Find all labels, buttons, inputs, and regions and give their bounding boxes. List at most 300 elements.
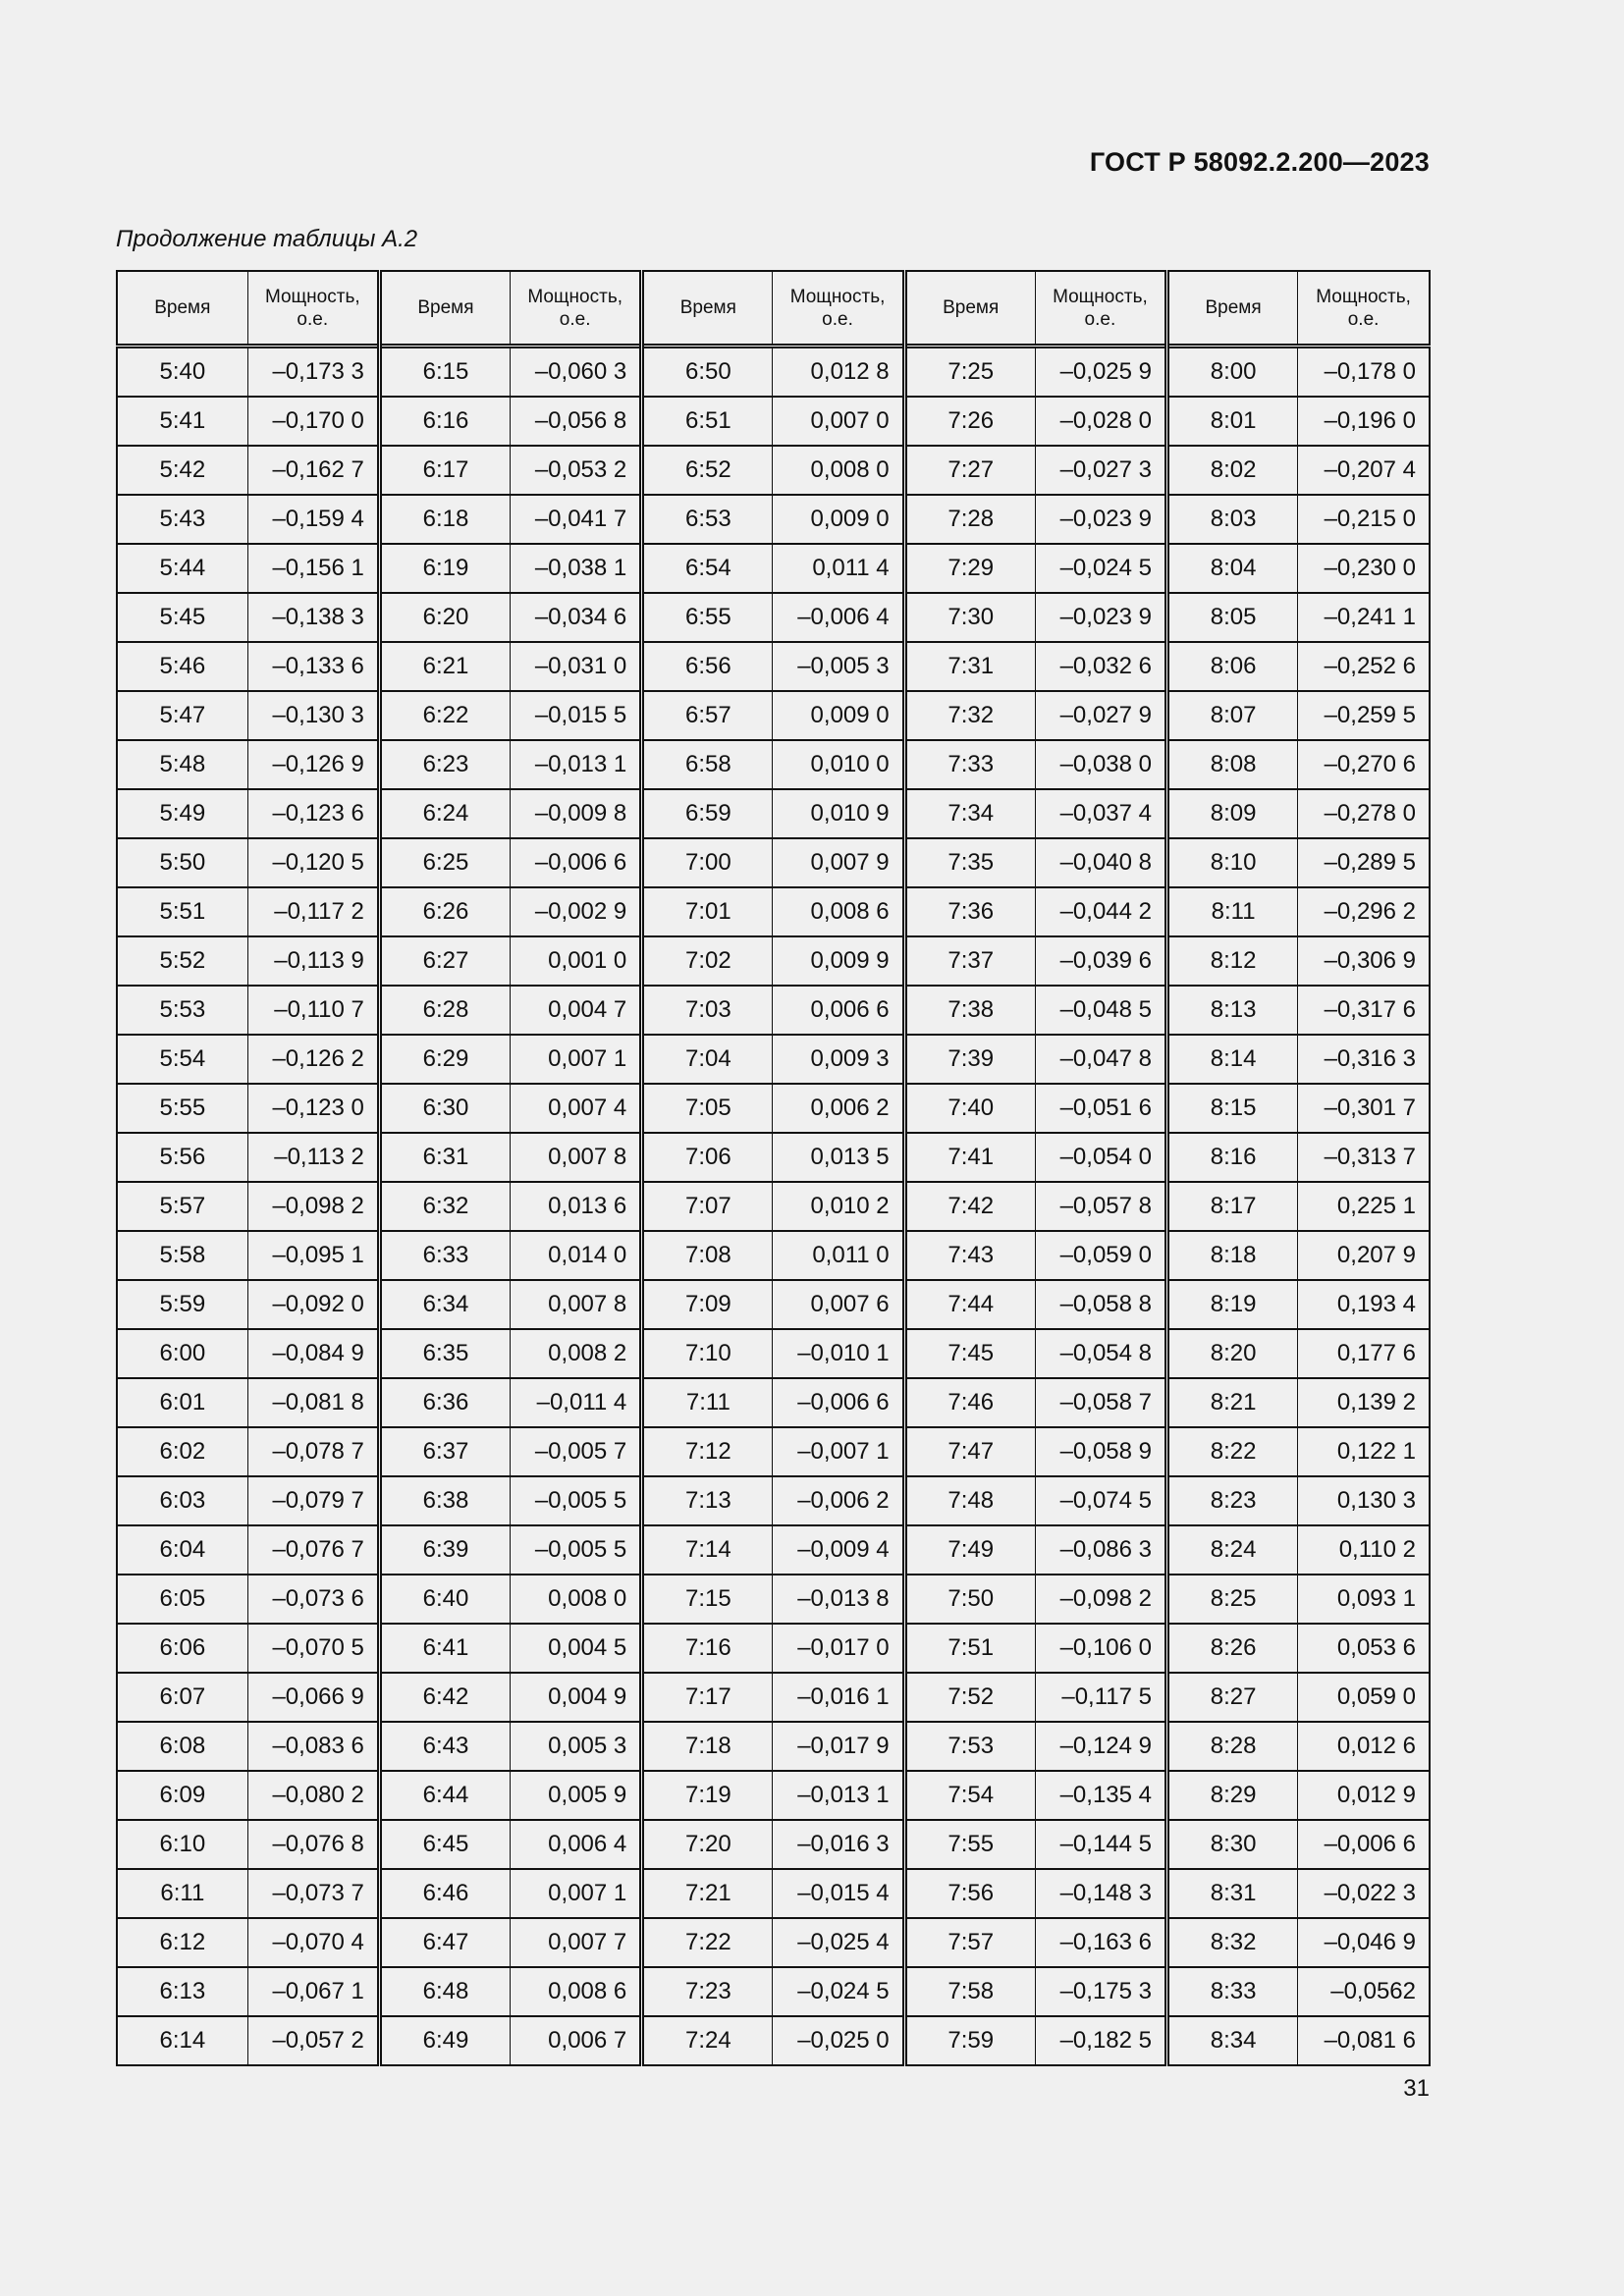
table-row	[117, 446, 1430, 495]
power-cell: –0,317 6	[1298, 986, 1430, 1035]
power-cell: 0,006 7	[511, 2016, 642, 2065]
time-cell: 7:42	[904, 1182, 1035, 1231]
table-row	[117, 1525, 1430, 1575]
power-cell: –0,034 6	[511, 593, 642, 642]
time-cell: 7:33	[904, 740, 1035, 789]
column-header-time: Время	[117, 271, 247, 347]
power-cell: 0,053 6	[1298, 1624, 1430, 1673]
table-body	[117, 347, 1430, 2066]
time-cell: 5:59	[117, 1280, 247, 1329]
power-cell: –0,148 3	[1035, 1869, 1166, 1918]
power-cell: –0,163 6	[1035, 1918, 1166, 1967]
power-cell: –0,144 5	[1035, 1820, 1166, 1869]
time-cell: 7:03	[642, 986, 773, 1035]
time-cell: 6:37	[379, 1427, 510, 1476]
power-cell: 0,007 1	[511, 1869, 642, 1918]
table-row	[117, 1182, 1430, 1231]
time-cell: 8:04	[1167, 544, 1298, 593]
time-cell: 7:58	[904, 1967, 1035, 2016]
power-cell: –0,126 9	[247, 740, 379, 789]
table-row	[117, 1967, 1430, 2016]
table-row	[117, 1869, 1430, 1918]
table-row	[117, 1771, 1430, 1820]
power-cell: –0,005 3	[773, 642, 904, 691]
time-cell: 8:08	[1167, 740, 1298, 789]
power-cell: 0,139 2	[1298, 1378, 1430, 1427]
power-cell: –0,095 1	[247, 1231, 379, 1280]
power-cell: 0,011 0	[773, 1231, 904, 1280]
time-cell: 8:17	[1167, 1182, 1298, 1231]
time-cell: 7:29	[904, 544, 1035, 593]
table-row	[117, 593, 1430, 642]
power-cell: 0,012 8	[773, 347, 904, 398]
power-cell: –0,048 5	[1035, 986, 1166, 1035]
power-cell: 0,011 4	[773, 544, 904, 593]
time-cell: 6:38	[379, 1476, 510, 1525]
power-cell: –0,013 8	[773, 1575, 904, 1624]
time-cell: 7:59	[904, 2016, 1035, 2065]
time-cell: 7:55	[904, 1820, 1035, 1869]
power-cell: 0,006 4	[511, 1820, 642, 1869]
time-cell: 8:34	[1167, 2016, 1298, 2065]
time-cell: 8:02	[1167, 446, 1298, 495]
time-cell: 7:36	[904, 887, 1035, 936]
power-cell: –0,110 7	[247, 986, 379, 1035]
time-cell: 5:56	[117, 1133, 247, 1182]
time-cell: 5:54	[117, 1035, 247, 1084]
column-header-time: Время	[642, 271, 773, 347]
time-cell: 7:34	[904, 789, 1035, 838]
time-cell: 7:24	[642, 2016, 773, 2065]
time-cell: 7:49	[904, 1525, 1035, 1575]
table-row	[117, 1231, 1430, 1280]
power-cell: 0,006 2	[773, 1084, 904, 1133]
power-cell: –0,081 8	[247, 1378, 379, 1427]
table-row	[117, 1820, 1430, 1869]
power-cell: 0,008 0	[511, 1575, 642, 1624]
time-cell: 8:14	[1167, 1035, 1298, 1084]
time-cell: 7:14	[642, 1525, 773, 1575]
power-cell: 0,012 6	[1298, 1722, 1430, 1771]
power-cell: –0,207 4	[1298, 446, 1430, 495]
time-cell: 6:11	[117, 1869, 247, 1918]
time-cell: 6:03	[117, 1476, 247, 1525]
time-cell: 6:39	[379, 1525, 510, 1575]
power-cell: –0,039 6	[1035, 936, 1166, 986]
time-cell: 6:23	[379, 740, 510, 789]
time-cell: 5:49	[117, 789, 247, 838]
time-cell: 7:50	[904, 1575, 1035, 1624]
time-cell: 5:48	[117, 740, 247, 789]
time-cell: 7:15	[642, 1575, 773, 1624]
time-cell: 8:23	[1167, 1476, 1298, 1525]
power-table	[116, 270, 1431, 2066]
time-cell: 7:20	[642, 1820, 773, 1869]
power-cell: –0,113 9	[247, 936, 379, 986]
power-cell: –0,002 9	[511, 887, 642, 936]
time-cell: 8:13	[1167, 986, 1298, 1035]
time-cell: 7:39	[904, 1035, 1035, 1084]
time-cell: 7:25	[904, 347, 1035, 398]
power-cell: 0,007 7	[511, 1918, 642, 1967]
column-header-time: Время	[1167, 271, 1298, 347]
power-cell: –0,230 0	[1298, 544, 1430, 593]
time-cell: 8:27	[1167, 1673, 1298, 1722]
power-cell: 0,059 0	[1298, 1673, 1430, 1722]
time-cell: 7:13	[642, 1476, 773, 1525]
time-cell: 6:48	[379, 1967, 510, 2016]
time-cell: 7:09	[642, 1280, 773, 1329]
column-header-time: Время	[379, 271, 510, 347]
power-cell: 0,007 1	[511, 1035, 642, 1084]
time-cell: 6:55	[642, 593, 773, 642]
power-cell: –0,053 2	[511, 446, 642, 495]
time-cell: 7:38	[904, 986, 1035, 1035]
time-cell: 6:36	[379, 1378, 510, 1427]
time-cell: 5:40	[117, 347, 247, 398]
time-cell: 5:45	[117, 593, 247, 642]
power-cell: –0,159 4	[247, 495, 379, 544]
power-cell: 0,008 0	[773, 446, 904, 495]
time-cell: 7:10	[642, 1329, 773, 1378]
power-cell: –0,106 0	[1035, 1624, 1166, 1673]
power-cell: –0,067 1	[247, 1967, 379, 2016]
table-row	[117, 1329, 1430, 1378]
time-cell: 6:47	[379, 1918, 510, 1967]
power-cell: 0,013 5	[773, 1133, 904, 1182]
page-number: 31	[1403, 2075, 1430, 2102]
time-cell: 7:32	[904, 691, 1035, 740]
table-row	[117, 1575, 1430, 1624]
time-cell: 6:12	[117, 1918, 247, 1967]
time-cell: 6:20	[379, 593, 510, 642]
power-cell: –0,006 6	[773, 1378, 904, 1427]
time-cell: 7:26	[904, 397, 1035, 446]
time-cell: 8:22	[1167, 1427, 1298, 1476]
power-cell: –0,015 4	[773, 1869, 904, 1918]
power-cell: 0,005 9	[511, 1771, 642, 1820]
power-cell: –0,016 3	[773, 1820, 904, 1869]
time-cell: 6:22	[379, 691, 510, 740]
power-cell: –0,023 9	[1035, 495, 1166, 544]
power-cell: –0,182 5	[1035, 2016, 1166, 2065]
time-cell: 7:06	[642, 1133, 773, 1182]
time-cell: 7:30	[904, 593, 1035, 642]
time-cell: 8:33	[1167, 1967, 1298, 2016]
time-cell: 6:14	[117, 2016, 247, 2065]
power-cell: –0,084 9	[247, 1329, 379, 1378]
power-cell: –0,070 4	[247, 1918, 379, 1967]
table-caption: Продолжение таблицы А.2	[116, 226, 418, 252]
power-cell: –0,0562	[1298, 1967, 1430, 2016]
power-cell: –0,170 0	[247, 397, 379, 446]
power-cell: –0,041 7	[511, 495, 642, 544]
power-cell: –0,083 6	[247, 1722, 379, 1771]
power-cell: –0,130 3	[247, 691, 379, 740]
power-cell: –0,011 4	[511, 1378, 642, 1427]
table-row	[117, 789, 1430, 838]
power-cell: –0,178 0	[1298, 347, 1430, 398]
time-cell: 5:43	[117, 495, 247, 544]
power-cell: –0,023 9	[1035, 593, 1166, 642]
power-cell: –0,046 9	[1298, 1918, 1430, 1967]
power-cell: –0,006 6	[511, 838, 642, 887]
power-cell: –0,058 7	[1035, 1378, 1166, 1427]
time-cell: 7:00	[642, 838, 773, 887]
power-cell: –0,316 3	[1298, 1035, 1430, 1084]
power-cell: 0,004 5	[511, 1624, 642, 1673]
time-cell: 7:31	[904, 642, 1035, 691]
time-cell: 6:59	[642, 789, 773, 838]
power-cell: –0,025 4	[773, 1918, 904, 1967]
power-cell: –0,044 2	[1035, 887, 1166, 936]
power-cell: –0,058 9	[1035, 1427, 1166, 1476]
power-cell: –0,073 6	[247, 1575, 379, 1624]
power-cell: –0,047 8	[1035, 1035, 1166, 1084]
power-cell: –0,058 8	[1035, 1280, 1166, 1329]
table-row	[117, 642, 1430, 691]
power-cell: –0,133 6	[247, 642, 379, 691]
time-cell: 8:18	[1167, 1231, 1298, 1280]
time-cell: 6:26	[379, 887, 510, 936]
time-cell: 6:31	[379, 1133, 510, 1182]
power-cell: 0,004 9	[511, 1673, 642, 1722]
time-cell: 7:40	[904, 1084, 1035, 1133]
power-cell: 0,009 3	[773, 1035, 904, 1084]
time-cell: 5:42	[117, 446, 247, 495]
power-cell: –0,060 3	[511, 347, 642, 398]
time-cell: 6:51	[642, 397, 773, 446]
table-row	[117, 1427, 1430, 1476]
time-cell: 6:15	[379, 347, 510, 398]
time-cell: 7:08	[642, 1231, 773, 1280]
power-cell: –0,289 5	[1298, 838, 1430, 887]
time-cell: 7:23	[642, 1967, 773, 2016]
power-cell: –0,056 8	[511, 397, 642, 446]
power-cell: –0,017 0	[773, 1624, 904, 1673]
power-cell: 0,008 6	[773, 887, 904, 936]
time-cell: 6:08	[117, 1722, 247, 1771]
power-cell: 0,009 9	[773, 936, 904, 986]
time-cell: 6:28	[379, 986, 510, 1035]
power-cell: –0,015 5	[511, 691, 642, 740]
time-cell: 6:42	[379, 1673, 510, 1722]
power-cell: –0,278 0	[1298, 789, 1430, 838]
power-cell: –0,074 5	[1035, 1476, 1166, 1525]
time-cell: 5:46	[117, 642, 247, 691]
time-cell: 7:04	[642, 1035, 773, 1084]
time-cell: 8:10	[1167, 838, 1298, 887]
power-cell: –0,040 8	[1035, 838, 1166, 887]
power-cell: –0,259 5	[1298, 691, 1430, 740]
power-cell: –0,057 8	[1035, 1182, 1166, 1231]
table-row	[117, 1722, 1430, 1771]
power-cell: 0,005 3	[511, 1722, 642, 1771]
time-cell: 6:57	[642, 691, 773, 740]
time-cell: 6:05	[117, 1575, 247, 1624]
power-cell: –0,059 0	[1035, 1231, 1166, 1280]
power-cell: –0,038 0	[1035, 740, 1166, 789]
power-cell: 0,001 0	[511, 936, 642, 986]
power-cell: –0,098 2	[247, 1182, 379, 1231]
document-code: ГОСТ Р 58092.2.200—2023	[1089, 147, 1430, 177]
time-cell: 7:16	[642, 1624, 773, 1673]
time-cell: 6:33	[379, 1231, 510, 1280]
time-cell: 8:21	[1167, 1378, 1298, 1427]
power-cell: –0,162 7	[247, 446, 379, 495]
time-cell: 7:51	[904, 1624, 1035, 1673]
time-cell: 7:17	[642, 1673, 773, 1722]
time-cell: 8:03	[1167, 495, 1298, 544]
power-cell: –0,173 3	[247, 347, 379, 398]
power-cell: –0,076 7	[247, 1525, 379, 1575]
power-cell: –0,005 5	[511, 1476, 642, 1525]
power-cell: –0,025 0	[773, 2016, 904, 2065]
table-row	[117, 887, 1430, 936]
power-cell: –0,196 0	[1298, 397, 1430, 446]
time-cell: 5:51	[117, 887, 247, 936]
power-cell: –0,009 8	[511, 789, 642, 838]
table-row	[117, 1476, 1430, 1525]
power-cell: 0,177 6	[1298, 1329, 1430, 1378]
time-cell: 6:35	[379, 1329, 510, 1378]
time-cell: 6:06	[117, 1624, 247, 1673]
time-cell: 7:02	[642, 936, 773, 986]
power-cell: –0,057 2	[247, 2016, 379, 2065]
power-cell: –0,009 4	[773, 1525, 904, 1575]
power-cell: –0,081 6	[1298, 2016, 1430, 2065]
power-cell: 0,010 2	[773, 1182, 904, 1231]
column-header-power: Мощность, о.е.	[511, 271, 642, 347]
power-cell: –0,306 9	[1298, 936, 1430, 986]
power-cell: –0,006 6	[1298, 1820, 1430, 1869]
time-cell: 8:07	[1167, 691, 1298, 740]
time-cell: 6:02	[117, 1427, 247, 1476]
time-cell: 5:53	[117, 986, 247, 1035]
power-cell: –0,098 2	[1035, 1575, 1166, 1624]
power-cell: –0,038 1	[511, 544, 642, 593]
power-cell: 0,007 9	[773, 838, 904, 887]
table-row	[117, 838, 1430, 887]
power-cell: –0,022 3	[1298, 1869, 1430, 1918]
power-cell: –0,135 4	[1035, 1771, 1166, 1820]
power-cell: –0,117 5	[1035, 1673, 1166, 1722]
time-cell: 6:17	[379, 446, 510, 495]
table-row	[117, 936, 1430, 986]
time-cell: 7:21	[642, 1869, 773, 1918]
time-cell: 6:13	[117, 1967, 247, 2016]
power-cell: –0,028 0	[1035, 397, 1166, 446]
time-cell: 6:01	[117, 1378, 247, 1427]
time-cell: 5:58	[117, 1231, 247, 1280]
time-cell: 5:41	[117, 397, 247, 446]
power-cell: –0,138 3	[247, 593, 379, 642]
power-cell: –0,086 3	[1035, 1525, 1166, 1575]
power-cell: –0,079 7	[247, 1476, 379, 1525]
time-cell: 7:27	[904, 446, 1035, 495]
table-row	[117, 1673, 1430, 1722]
time-cell: 7:43	[904, 1231, 1035, 1280]
time-cell: 6:30	[379, 1084, 510, 1133]
time-cell: 8:16	[1167, 1133, 1298, 1182]
power-cell: –0,027 9	[1035, 691, 1166, 740]
table-row	[117, 495, 1430, 544]
power-cell: –0,175 3	[1035, 1967, 1166, 2016]
power-cell: –0,215 0	[1298, 495, 1430, 544]
power-cell: –0,296 2	[1298, 887, 1430, 936]
table-row	[117, 1084, 1430, 1133]
time-cell: 6:40	[379, 1575, 510, 1624]
power-cell: –0,051 6	[1035, 1084, 1166, 1133]
power-cell: –0,301 7	[1298, 1084, 1430, 1133]
power-cell: 0,012 9	[1298, 1771, 1430, 1820]
power-cell: 0,207 9	[1298, 1231, 1430, 1280]
table-row	[117, 347, 1430, 398]
time-cell: 7:22	[642, 1918, 773, 1967]
time-cell: 7:53	[904, 1722, 1035, 1771]
time-cell: 6:24	[379, 789, 510, 838]
time-cell: 8:31	[1167, 1869, 1298, 1918]
time-cell: 7:48	[904, 1476, 1035, 1525]
time-cell: 7:41	[904, 1133, 1035, 1182]
power-cell: –0,120 5	[247, 838, 379, 887]
power-cell: 0,008 2	[511, 1329, 642, 1378]
power-cell: 0,013 6	[511, 1182, 642, 1231]
time-cell: 6:44	[379, 1771, 510, 1820]
power-cell: 0,007 0	[773, 397, 904, 446]
power-cell: 0,009 0	[773, 495, 904, 544]
time-cell: 6:16	[379, 397, 510, 446]
power-cell: 0,130 3	[1298, 1476, 1430, 1525]
power-cell: –0,123 6	[247, 789, 379, 838]
table-row	[117, 691, 1430, 740]
time-cell: 7:35	[904, 838, 1035, 887]
table-row	[117, 1378, 1430, 1427]
power-cell: –0,006 4	[773, 593, 904, 642]
time-cell: 7:07	[642, 1182, 773, 1231]
table-row	[117, 397, 1430, 446]
time-cell: 7:37	[904, 936, 1035, 986]
time-cell: 6:19	[379, 544, 510, 593]
power-cell: –0,124 9	[1035, 1722, 1166, 1771]
time-cell: 6:10	[117, 1820, 247, 1869]
time-cell: 5:52	[117, 936, 247, 986]
power-cell: –0,013 1	[511, 740, 642, 789]
time-cell: 6:41	[379, 1624, 510, 1673]
time-cell: 6:04	[117, 1525, 247, 1575]
time-cell: 6:45	[379, 1820, 510, 1869]
time-cell: 6:18	[379, 495, 510, 544]
column-header-power: Мощность, о.е.	[1298, 271, 1430, 347]
power-cell: 0,093 1	[1298, 1575, 1430, 1624]
power-cell: 0,122 1	[1298, 1427, 1430, 1476]
time-cell: 8:28	[1167, 1722, 1298, 1771]
time-cell: 8:24	[1167, 1525, 1298, 1575]
power-cell: –0,010 1	[773, 1329, 904, 1378]
power-cell: 0,004 7	[511, 986, 642, 1035]
power-cell: –0,031 0	[511, 642, 642, 691]
time-cell: 7:11	[642, 1378, 773, 1427]
power-cell: –0,005 7	[511, 1427, 642, 1476]
power-cell: –0,073 7	[247, 1869, 379, 1918]
time-cell: 8:30	[1167, 1820, 1298, 1869]
table-header-row	[117, 271, 1430, 347]
table-row	[117, 1280, 1430, 1329]
time-cell: 6:09	[117, 1771, 247, 1820]
power-cell: –0,006 2	[773, 1476, 904, 1525]
power-cell: –0,117 2	[247, 887, 379, 936]
time-cell: 6:50	[642, 347, 773, 398]
